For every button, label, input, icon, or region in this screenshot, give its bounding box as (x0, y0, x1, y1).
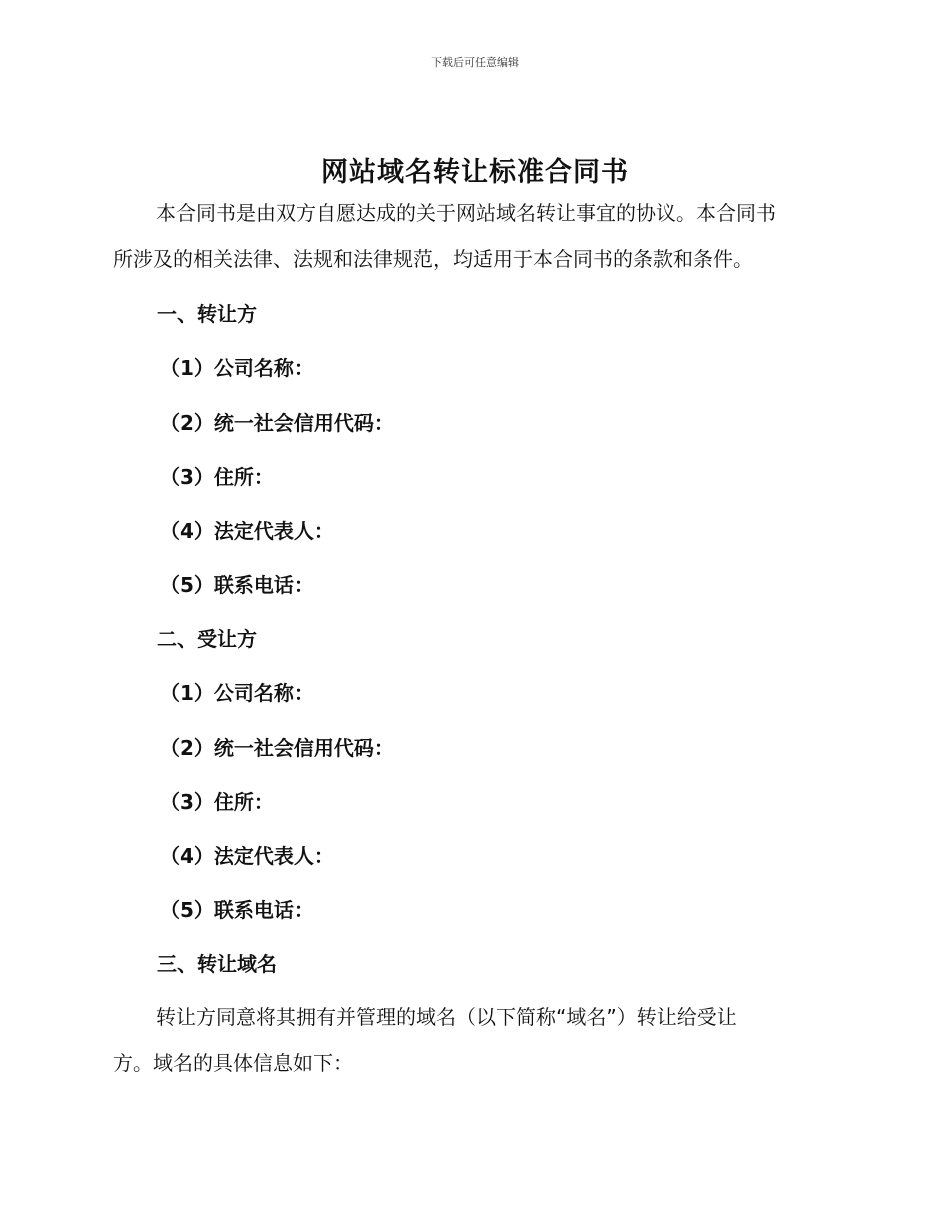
transferee-phone: （5）联系电话： (160, 898, 314, 922)
section-heading-transferor: 一、转让方 (157, 302, 257, 326)
domain-paragraph (113, 994, 833, 1086)
domain-line-2: 方。域名的具体信息如下： (113, 1051, 353, 1075)
section-heading-domain: 三、转让域名 (157, 952, 277, 976)
transferee-legal-rep: （4）法定代表人： (160, 844, 334, 868)
transferee-company-name: （1）公司名称： (160, 681, 314, 705)
transferor-legal-rep: （4）法定代表人： (160, 519, 334, 543)
intro-line-2: 所涉及的相关法律、法规和法律规范，均适用于本合同书的条款和条件。 (113, 247, 753, 271)
domain-line-1: 转让方同意将其拥有并管理的域名（以下简称“域名”）转让给受让 (156, 1005, 737, 1029)
section-heading-transferee: 二、受让方 (157, 627, 257, 651)
intro-line-1: 本合同书是由双方自愿达成的关于网站域名转让事宜的协议。本合同书 (156, 201, 776, 225)
transferee-credit-code: （2）统一社会信用代码： (160, 736, 394, 760)
transferor-credit-code: （2）统一社会信用代码： (160, 411, 394, 435)
page-header-note: 下载后可任意编辑 (431, 56, 519, 69)
transferee-address: （3）住所： (160, 790, 274, 814)
transferor-company-name: （1）公司名称： (160, 356, 314, 380)
transferor-address: （3）住所： (160, 465, 274, 489)
intro-paragraph (113, 190, 833, 282)
document-title: 网站域名转让标准合同书 (321, 157, 629, 188)
transferor-phone: （5）联系电话： (160, 573, 314, 597)
